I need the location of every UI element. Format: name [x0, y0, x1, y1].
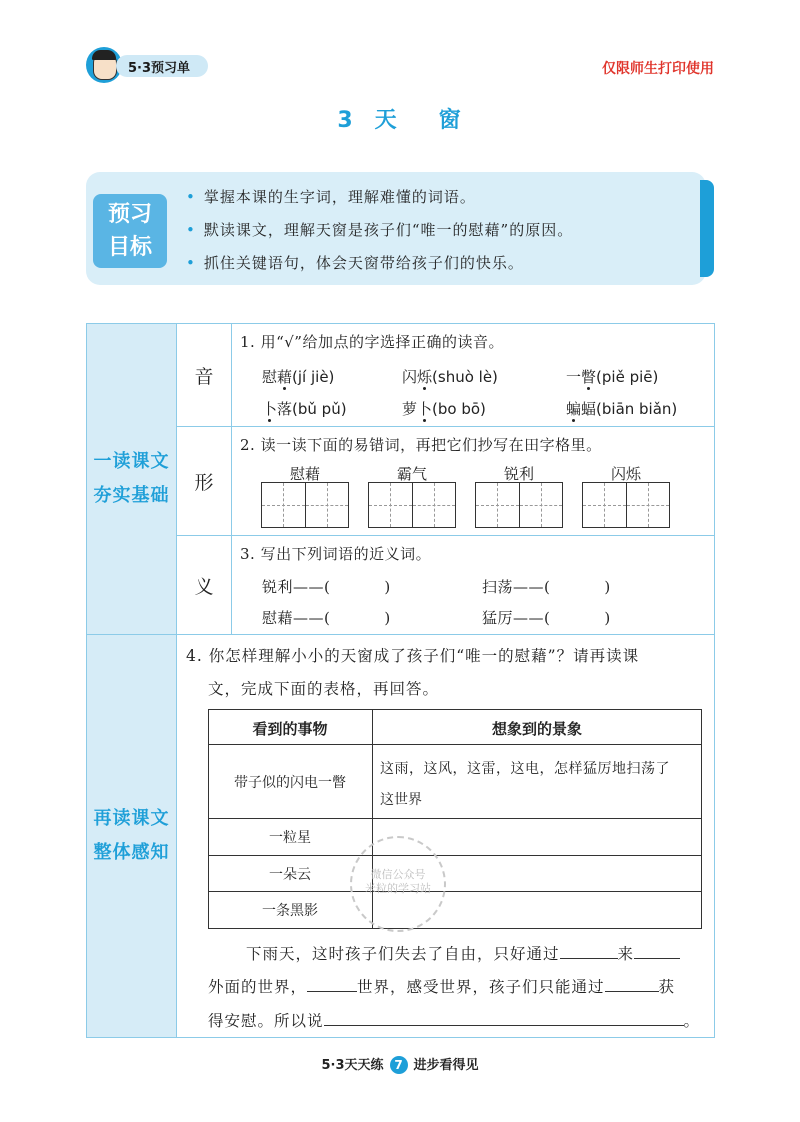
section-1-label: 一读课文 夯实基础: [93, 451, 170, 506]
lesson-title: [0, 103, 800, 134]
lesson-title-char-1: 天: [374, 108, 399, 133]
table-cell-seen: 一条黑影: [262, 903, 318, 919]
goals-label-line-2: 目标: [107, 235, 152, 260]
synonym-item: 锐利——( ): [262, 578, 391, 596]
synonym-item: 扫荡——( ): [482, 578, 611, 596]
answer-blank[interactable]: [324, 1025, 684, 1026]
brand-name: 5·3预习单: [128, 61, 191, 76]
pinyin-item: 一瞥(piě piē): [566, 368, 659, 386]
table-cell-imagined: 这世界: [380, 792, 422, 808]
pinyin-item: 闪烁(shuò lè): [402, 368, 498, 386]
question-1: 1. 用“√”给加点的字选择正确的读音。: [240, 333, 504, 351]
table-divider: [208, 855, 702, 856]
tianzige-grid[interactable]: [261, 482, 349, 528]
category-form: 形: [194, 472, 214, 494]
goal-item: • 掌握本课的生字词，理解难懂的词语。: [186, 188, 476, 206]
goals-panel-edge: [700, 180, 714, 277]
copy-word: 慰藉: [289, 465, 320, 483]
table-divider: [208, 818, 702, 819]
pinyin-item: 萝卜(bo bō): [402, 400, 486, 418]
question-2: 2. 读一读下面的易错词，再把它们抄写在田字格里。: [240, 436, 602, 454]
copy-word: 霸气: [396, 465, 427, 483]
answer-line-1: 下雨天，这时孩子们失去了自由，只好通过 来: [246, 942, 680, 964]
pinyin-item: 卜落(bǔ pǔ): [262, 400, 347, 418]
lesson-number: 3: [337, 108, 355, 133]
mascot-hair-icon: [92, 50, 116, 60]
table-divider: [208, 891, 702, 892]
goal-item: • 抓住关键语句，体会天窗带给孩子们的快乐。: [186, 254, 524, 272]
goals-label: [93, 194, 167, 268]
print-notice: 仅限师生打印使用: [602, 61, 714, 77]
question-4-line-1: 4. 你怎样理解小小的天窗成了孩子们“唯一的慰藉”？请再读课: [186, 647, 640, 665]
answer-blank[interactable]: [560, 958, 618, 959]
watermark-stamp: 微信公众号 米粒的学习站: [350, 836, 446, 932]
synonym-item: 慰藉——( ): [262, 609, 391, 627]
section-2-label: 再读课文 整体感知: [93, 808, 170, 863]
table-cell-imagined: 这雨，这风，这雷，这电，怎样猛厉地扫荡了: [380, 761, 670, 777]
question-4-line-2: 文，完成下面的表格，再回答。: [208, 680, 440, 698]
category-sound: 音: [194, 366, 214, 388]
tianzige-grid[interactable]: [475, 482, 563, 528]
footer-left: 5·3天天练: [321, 1058, 384, 1073]
pinyin-item: 慰藉(jí jiè): [262, 368, 335, 386]
synonym-item: 猛厉——( ): [482, 609, 611, 627]
table-cell-seen: 一朵云: [269, 867, 311, 883]
lesson-title-char-2: 窗: [438, 108, 463, 133]
answer-blank[interactable]: [634, 958, 680, 959]
table-header-imagined: 想象到的景象: [491, 720, 582, 738]
answer-blank[interactable]: [307, 991, 357, 992]
bullet-icon: •: [186, 221, 196, 239]
tianzige-grid[interactable]: [368, 482, 456, 528]
category-meaning: 义: [194, 576, 214, 598]
table-header-seen: 看到的事物: [252, 720, 328, 738]
tianzige-grid[interactable]: [582, 482, 670, 528]
table-cell-seen: 一粒星: [269, 830, 311, 846]
bullet-icon: •: [186, 188, 196, 206]
goals-label-line-1: 预习: [107, 202, 152, 227]
answer-line-2: 外面的世界， 世界，感受世界，孩子们只能通过 获: [208, 978, 676, 996]
copy-word: 闪烁: [610, 465, 641, 483]
page-number: 7: [390, 1056, 408, 1074]
answer-blank[interactable]: [605, 991, 659, 992]
pinyin-item: 蝙蝠(biān biǎn): [566, 400, 678, 418]
scene-table: [208, 709, 702, 929]
page-footer: [0, 1054, 800, 1074]
answer-line-3: 得安慰。所以说 。: [208, 1012, 701, 1030]
bullet-icon: •: [186, 254, 196, 272]
copy-word: 锐利: [503, 465, 534, 483]
question-3: 3. 写出下列词语的近义词。: [240, 545, 432, 563]
goal-item: • 默读课文，理解天窗是孩子们“唯一的慰藉”的原因。: [186, 221, 574, 239]
table-divider: [208, 744, 702, 745]
footer-right: 进步看得见: [413, 1058, 479, 1073]
table-cell-seen: 带子似的闪电一瞥: [234, 775, 346, 791]
